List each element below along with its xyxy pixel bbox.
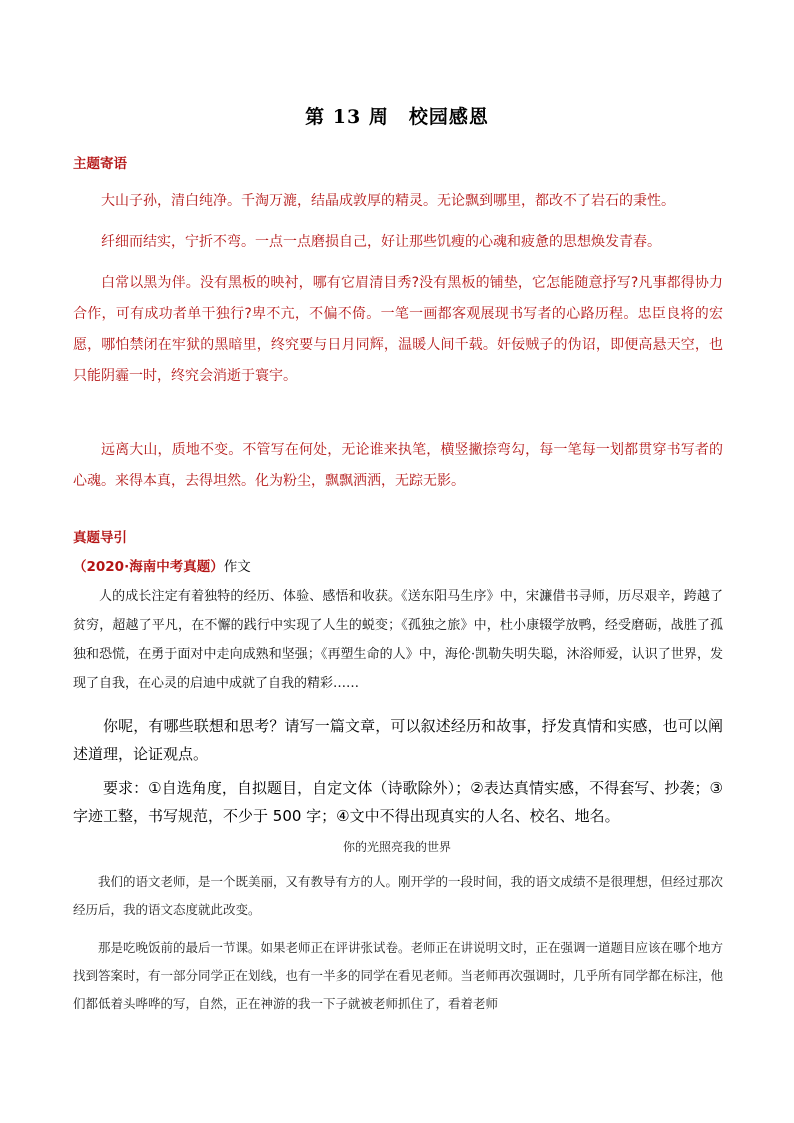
theme-paragraph-3: 白常以黑为伴。没有黑板的映衬，哪有它眉清目秀?没有黑板的铺垫，它怎能随意抒写?凡事都得协力合作，可有成功者单干独行?卑不亢，不偏不倚。一笔一画都客观展现书写者的心路历程。忠臣良将的宏愿，哪怕禁闭在牢狱的黑暗里，终究要与日月同辉，温暖人间千载。奸佞贼子的伪诏，即便高悬天空，也只能阴霾一时，终究会消逝于寰宇。 <box>73 275 723 384</box>
theme-paragraph-1: 大山子孙，清白纯净。千淘万漉，结晶成敦厚的精灵。无论飘到哪里，都改不了岩石的秉性。 <box>101 193 675 209</box>
essay-title: 你的光照亮我的世界 <box>342 840 451 854</box>
exam-heading: 真题导引 <box>73 530 127 546</box>
exam-source-label: （2020·海南中考真题） <box>73 559 224 575</box>
essay-paragraph-2: 那是吃晚饭前的最后一节课。如果老师正在评讲张试卷。老师正在讲说明文时，正在强调一道题目应该在哪个地方找到答案时，有一部分同学正在划线，也有一半多的同学在看见老师。当老师再次强调时，几乎所有同学都在标注，他们都低着头哗哗的写，自然，正在神游的我一下子就被老师抓住了，看着老师 <box>73 940 724 1011</box>
exam-question: 你呢，有哪些联想和思考？请写一篇文章，可以叙述经历和故事，抒发真情和实感，也可以阐述道理，论证观点。 <box>73 717 723 763</box>
exam-source-type: 作文 <box>223 559 251 575</box>
theme-paragraph-4: 远离大山，质地不变。不管写在何处，无论谁来执笔，横竖撇捺弯勾，每一笔每一划都贯穿书写者的心魂。来得本真，去得坦然。化为粉尘，飘飘洒洒，无踪无影。 <box>73 442 723 489</box>
exam-requirements: 要求：①自选角度，自拟题目，自定文体（诗歌除外）；②表达真情实感，不得套写、抄袭；③字迹工整，书写规范，不少于 500 字；④文中不得出现真实的人名、校名、地名。 <box>73 779 723 825</box>
theme-paragraph-2: 纤细而结实，宁折不弯。一点一点磨损自己，好让那些饥瘦的心魂和疲惫的思想焕发青春。 <box>101 234 661 250</box>
essay-paragraph-1: 我们的语文老师，是一个既美丽，又有教导有方的人。刚开学的一段时间，我的语文成绩不是很理想，但经过那次经历后，我的语文态度就此改变。 <box>73 874 724 917</box>
theme-heading: 主题寄语 <box>73 156 127 172</box>
exam-material: 人的成长注定有着独特的经历、体验、感悟和收获。《送东阳马生序》中，宋濂借书寻师，历尽艰辛，跨越了贫穷，超越了平凡，在不懈的践行中实现了人生的蜕变；《孤独之旅》中，杜小康辍学放鸭，经受磨砺，战胜了孤独和恐慌，在勇于面对中走向成熟和坚强；《再塑生命的人》中，海伦·凯勒失明失聪，沐浴师爱，认识了世界，发现了自我，在心灵的启迪中成就了自我的精彩…… <box>73 589 723 691</box>
page-title: 第 13 周 校园感恩 <box>305 106 489 128</box>
exam-source <box>73 555 251 575</box>
